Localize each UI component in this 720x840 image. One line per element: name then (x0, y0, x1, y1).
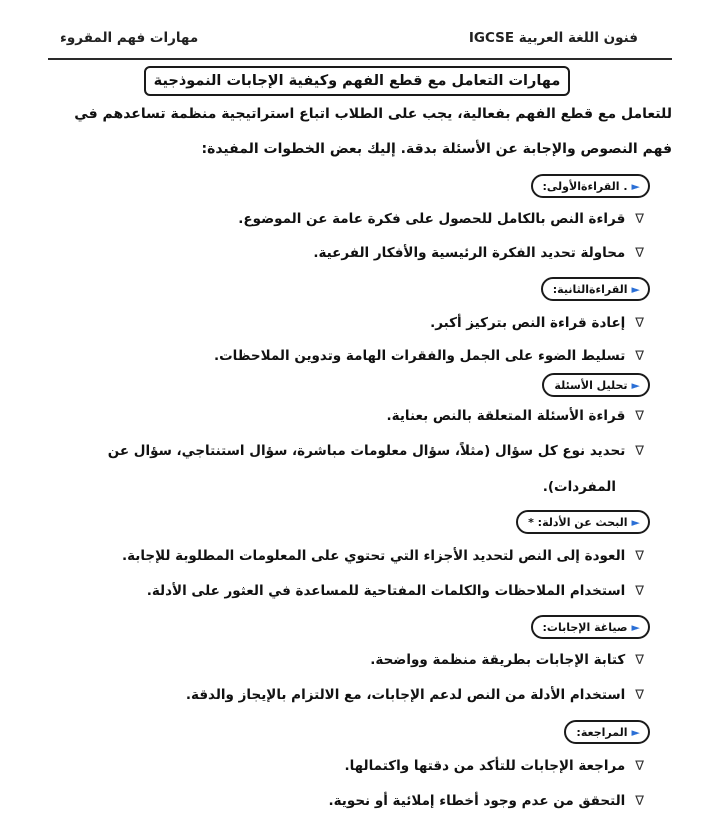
list-item-text: العودة إلى النص لتحديد الأجزاء التي تحتوي على المعلومات المطلوبة للإجابة. (121, 548, 626, 564)
list-item-text: استخدام الملاحظات والكلمات المفتاحية للمساعدة في العثور على الأدلة. (146, 583, 626, 599)
list-item-text: استخدام الأدلة من النص لدعم الإجابات، مع الالتزام بالإيجاز والدقة. (185, 687, 626, 703)
play-arrow-icon: ► (631, 282, 640, 296)
intro-line-1: للتعامل مع قطع الفهم بفعالية، يجب على الطلاب اتباع استراتيجية منظمة تساعدهم في (74, 106, 672, 122)
list-item-text: قراءة الأسئلة المتعلقة بالنص بعناية. (386, 408, 626, 424)
section-heading-first-reading (531, 174, 650, 198)
play-arrow-icon: ► (631, 515, 640, 529)
section-label: تحليل الأسئلة (554, 378, 628, 392)
section-label: . القراءةالأولى: (542, 179, 628, 193)
list-item (186, 687, 644, 703)
triangle-bullet-icon: ∇ (635, 245, 644, 261)
list-item (387, 408, 644, 424)
list-item-continuation: المفردات). (542, 479, 616, 495)
header-course-title: فنون اللغة العربية IGCSE (468, 30, 638, 46)
intro-line-2: فهم النصوص والإجابة عن الأسئلة بدقة. إليك بعض الخطوات المفيدة: (201, 141, 672, 157)
triangle-bullet-icon: ∇ (635, 315, 644, 331)
play-arrow-icon: ► (631, 378, 640, 392)
list-item-text: تسليط الضوء على الجمل والفقرات الهامة وتدوين الملاحظات. (213, 348, 626, 364)
list-item (344, 758, 644, 774)
section-heading-review (564, 720, 650, 744)
play-arrow-icon: ► (631, 725, 640, 739)
play-arrow-icon: ► (631, 179, 640, 193)
section-heading-evidence-search (516, 510, 650, 534)
triangle-bullet-icon: ∇ (635, 687, 644, 703)
triangle-bullet-icon: ∇ (635, 758, 644, 774)
triangle-bullet-icon: ∇ (635, 443, 644, 459)
list-item-text: إعادة قراءة النص بتركيز أكبر. (430, 315, 626, 331)
list-item (122, 548, 644, 564)
list-item (238, 211, 644, 227)
list-item-text: كتابة الإجابات بطريقة منظمة وواضحة. (370, 652, 626, 668)
triangle-bullet-icon: ∇ (635, 548, 644, 564)
triangle-bullet-icon: ∇ (635, 583, 644, 599)
section-heading-second-reading (541, 277, 650, 301)
section-label: القراءةالثانية: (552, 282, 628, 296)
section-label: المراجعة: (576, 725, 628, 739)
triangle-bullet-icon: ∇ (635, 408, 644, 424)
list-item (108, 443, 644, 459)
list-item (313, 245, 644, 261)
list-item-text: مراجعة الإجابات للتأكد من دقتها واكتمالها. (344, 758, 626, 774)
triangle-bullet-icon: ∇ (635, 348, 644, 364)
list-item-text: تحديد نوع كل سؤال (مثلاً، سؤال معلومات مباشرة، سؤال استنتاجي، سؤال عن (107, 443, 626, 459)
header-divider (48, 58, 672, 60)
triangle-bullet-icon: ∇ (635, 211, 644, 227)
play-arrow-icon: ► (631, 620, 640, 634)
list-item-text: قراءة النص بالكامل للحصول على فكرة عامة عن الموضوع. (238, 211, 626, 227)
list-item-text: محاولة تحديد الفكرة الرئيسية والأفكار الفرعية. (313, 245, 626, 261)
section-heading-question-analysis (542, 373, 650, 397)
triangle-bullet-icon: ∇ (635, 793, 644, 809)
page-title: مهارات التعامل مع قطع الفهم وكيفية الإجابات النموذجية (144, 66, 570, 96)
section-label: صياغة الإجابات: (542, 620, 628, 634)
list-item (328, 793, 644, 809)
list-item (370, 652, 644, 668)
section-heading-answer-writing (531, 615, 650, 639)
list-item (430, 315, 644, 331)
section-label: البحث عن الأدلة: * (528, 515, 628, 529)
list-item-text: التحقق من عدم وجود أخطاء إملائية أو نحوية. (328, 793, 626, 809)
header-topic-title: مهارات فهم المقروء (60, 30, 199, 46)
triangle-bullet-icon: ∇ (635, 652, 644, 668)
list-item (214, 348, 644, 364)
list-item (147, 583, 644, 599)
